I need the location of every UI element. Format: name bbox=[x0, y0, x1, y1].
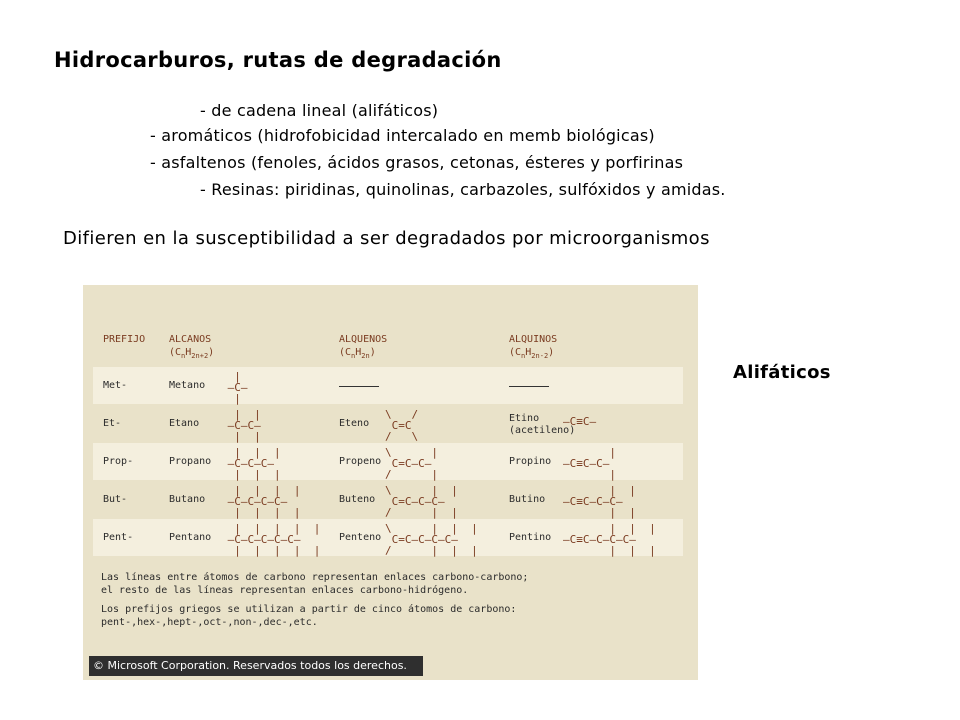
row-prefix: Et- bbox=[103, 418, 122, 429]
header-alquenos-formula: $(C_nH_{2n})$ bbox=[339, 347, 376, 360]
header-alquinos: ALQUINOS bbox=[509, 334, 558, 345]
row-prefix: Pent- bbox=[103, 532, 134, 543]
structural-formula: | | —C—C— | | bbox=[227, 408, 261, 443]
structural-formula: \ | | | C=C—C—C—C— / | | | bbox=[385, 522, 478, 557]
row-alqueno: Eteno bbox=[339, 418, 370, 429]
structural-formula: | | | | | —C—C—C—C—C— | | | | | bbox=[227, 522, 321, 557]
list-item-aromaticos: - aromáticos (hidrofobicidad intercalado en memb biológicas) bbox=[150, 126, 655, 145]
structural-formula: | —C≡C—C— | bbox=[563, 446, 616, 481]
structural-formula: | | | —C—C—C— | | | bbox=[227, 446, 281, 481]
row-prefix: But- bbox=[103, 494, 128, 505]
structural-formula: | —C— | bbox=[227, 370, 248, 405]
header-alquenos: ALQUENOS bbox=[339, 334, 388, 345]
structural-formula: | | | | —C—C—C—C— | | | | bbox=[227, 484, 301, 519]
subtitle: Difieren en la susceptibilidad a ser degradados por microorganismos bbox=[63, 228, 710, 249]
table-note: Los prefijos griegos se utilizan a partir de cinco átomos de carbono: bbox=[101, 604, 517, 615]
page-title: Hidrocarburos, rutas de degradación bbox=[54, 48, 502, 72]
header-alcanos: ALCANOS bbox=[169, 334, 212, 345]
structural-formula: | | —C≡C—C—C— | | bbox=[563, 484, 636, 519]
row-prefix: Met- bbox=[103, 380, 128, 391]
structural-formula: \ | C=C—C— / | bbox=[385, 446, 438, 481]
copyright-bar: © Microsoft Corporation. Reservados todos los derechos. bbox=[89, 656, 423, 676]
row-alcano: Butano bbox=[169, 494, 206, 505]
hydrocarbon-table-image bbox=[83, 285, 698, 680]
list-item-lineales: - de cadena lineal (alifáticos) bbox=[200, 101, 439, 120]
table-note: pent-,hex-,hept-,oct-,non-,dec-,etc. bbox=[101, 617, 318, 628]
row-alcano: Propano bbox=[169, 456, 212, 467]
row-alquino: Propino bbox=[509, 456, 552, 467]
row-alquino-extra: (acetileno) bbox=[509, 425, 576, 436]
blank-line bbox=[339, 386, 379, 387]
table-note: Las líneas entre átomos de carbono representan enlaces carbono-carbono; bbox=[101, 572, 529, 583]
list-item-resinas: - Resinas: piridinas, quinolinas, carbazoles, sulfóxidos y amidas. bbox=[200, 180, 726, 199]
row-alqueno: Penteno bbox=[339, 532, 382, 543]
header-alcanos-formula: $(C_nH_{2n+2})$ bbox=[169, 347, 215, 360]
table-note: el resto de las líneas representan enlaces carbono-hidrógeno. bbox=[101, 585, 469, 596]
side-label: Alifáticos bbox=[733, 362, 831, 383]
structural-formula: \ / C=C / \ bbox=[385, 408, 419, 443]
row-alquino: Pentino bbox=[509, 532, 552, 543]
list-item-asfaltenos: - asfaltenos (fenoles, ácidos grasos, cetonas, ésteres y porfirinas bbox=[150, 153, 684, 172]
structural-formula: \ | | C=C—C—C— / | | bbox=[385, 484, 458, 519]
blank-line bbox=[509, 386, 549, 387]
header-alquinos-formula: $(C_nH_{2n-2})$ bbox=[509, 347, 555, 360]
row-prefix: Prop- bbox=[103, 456, 134, 467]
row-alqueno: Buteno bbox=[339, 494, 376, 505]
header-prefijo: PREFIJO bbox=[103, 334, 146, 345]
structural-formula: —C≡C— bbox=[563, 415, 597, 428]
row-alcano: Metano bbox=[169, 380, 206, 391]
row-alcano: Etano bbox=[169, 418, 200, 429]
structural-formula: | | | —C≡C—C—C—C— | | | bbox=[563, 522, 656, 557]
row-alquino: Etino bbox=[509, 413, 540, 424]
row-alcano: Pentano bbox=[169, 532, 212, 543]
row-alqueno: Propeno bbox=[339, 456, 382, 467]
row-alquino: Butino bbox=[509, 494, 546, 505]
